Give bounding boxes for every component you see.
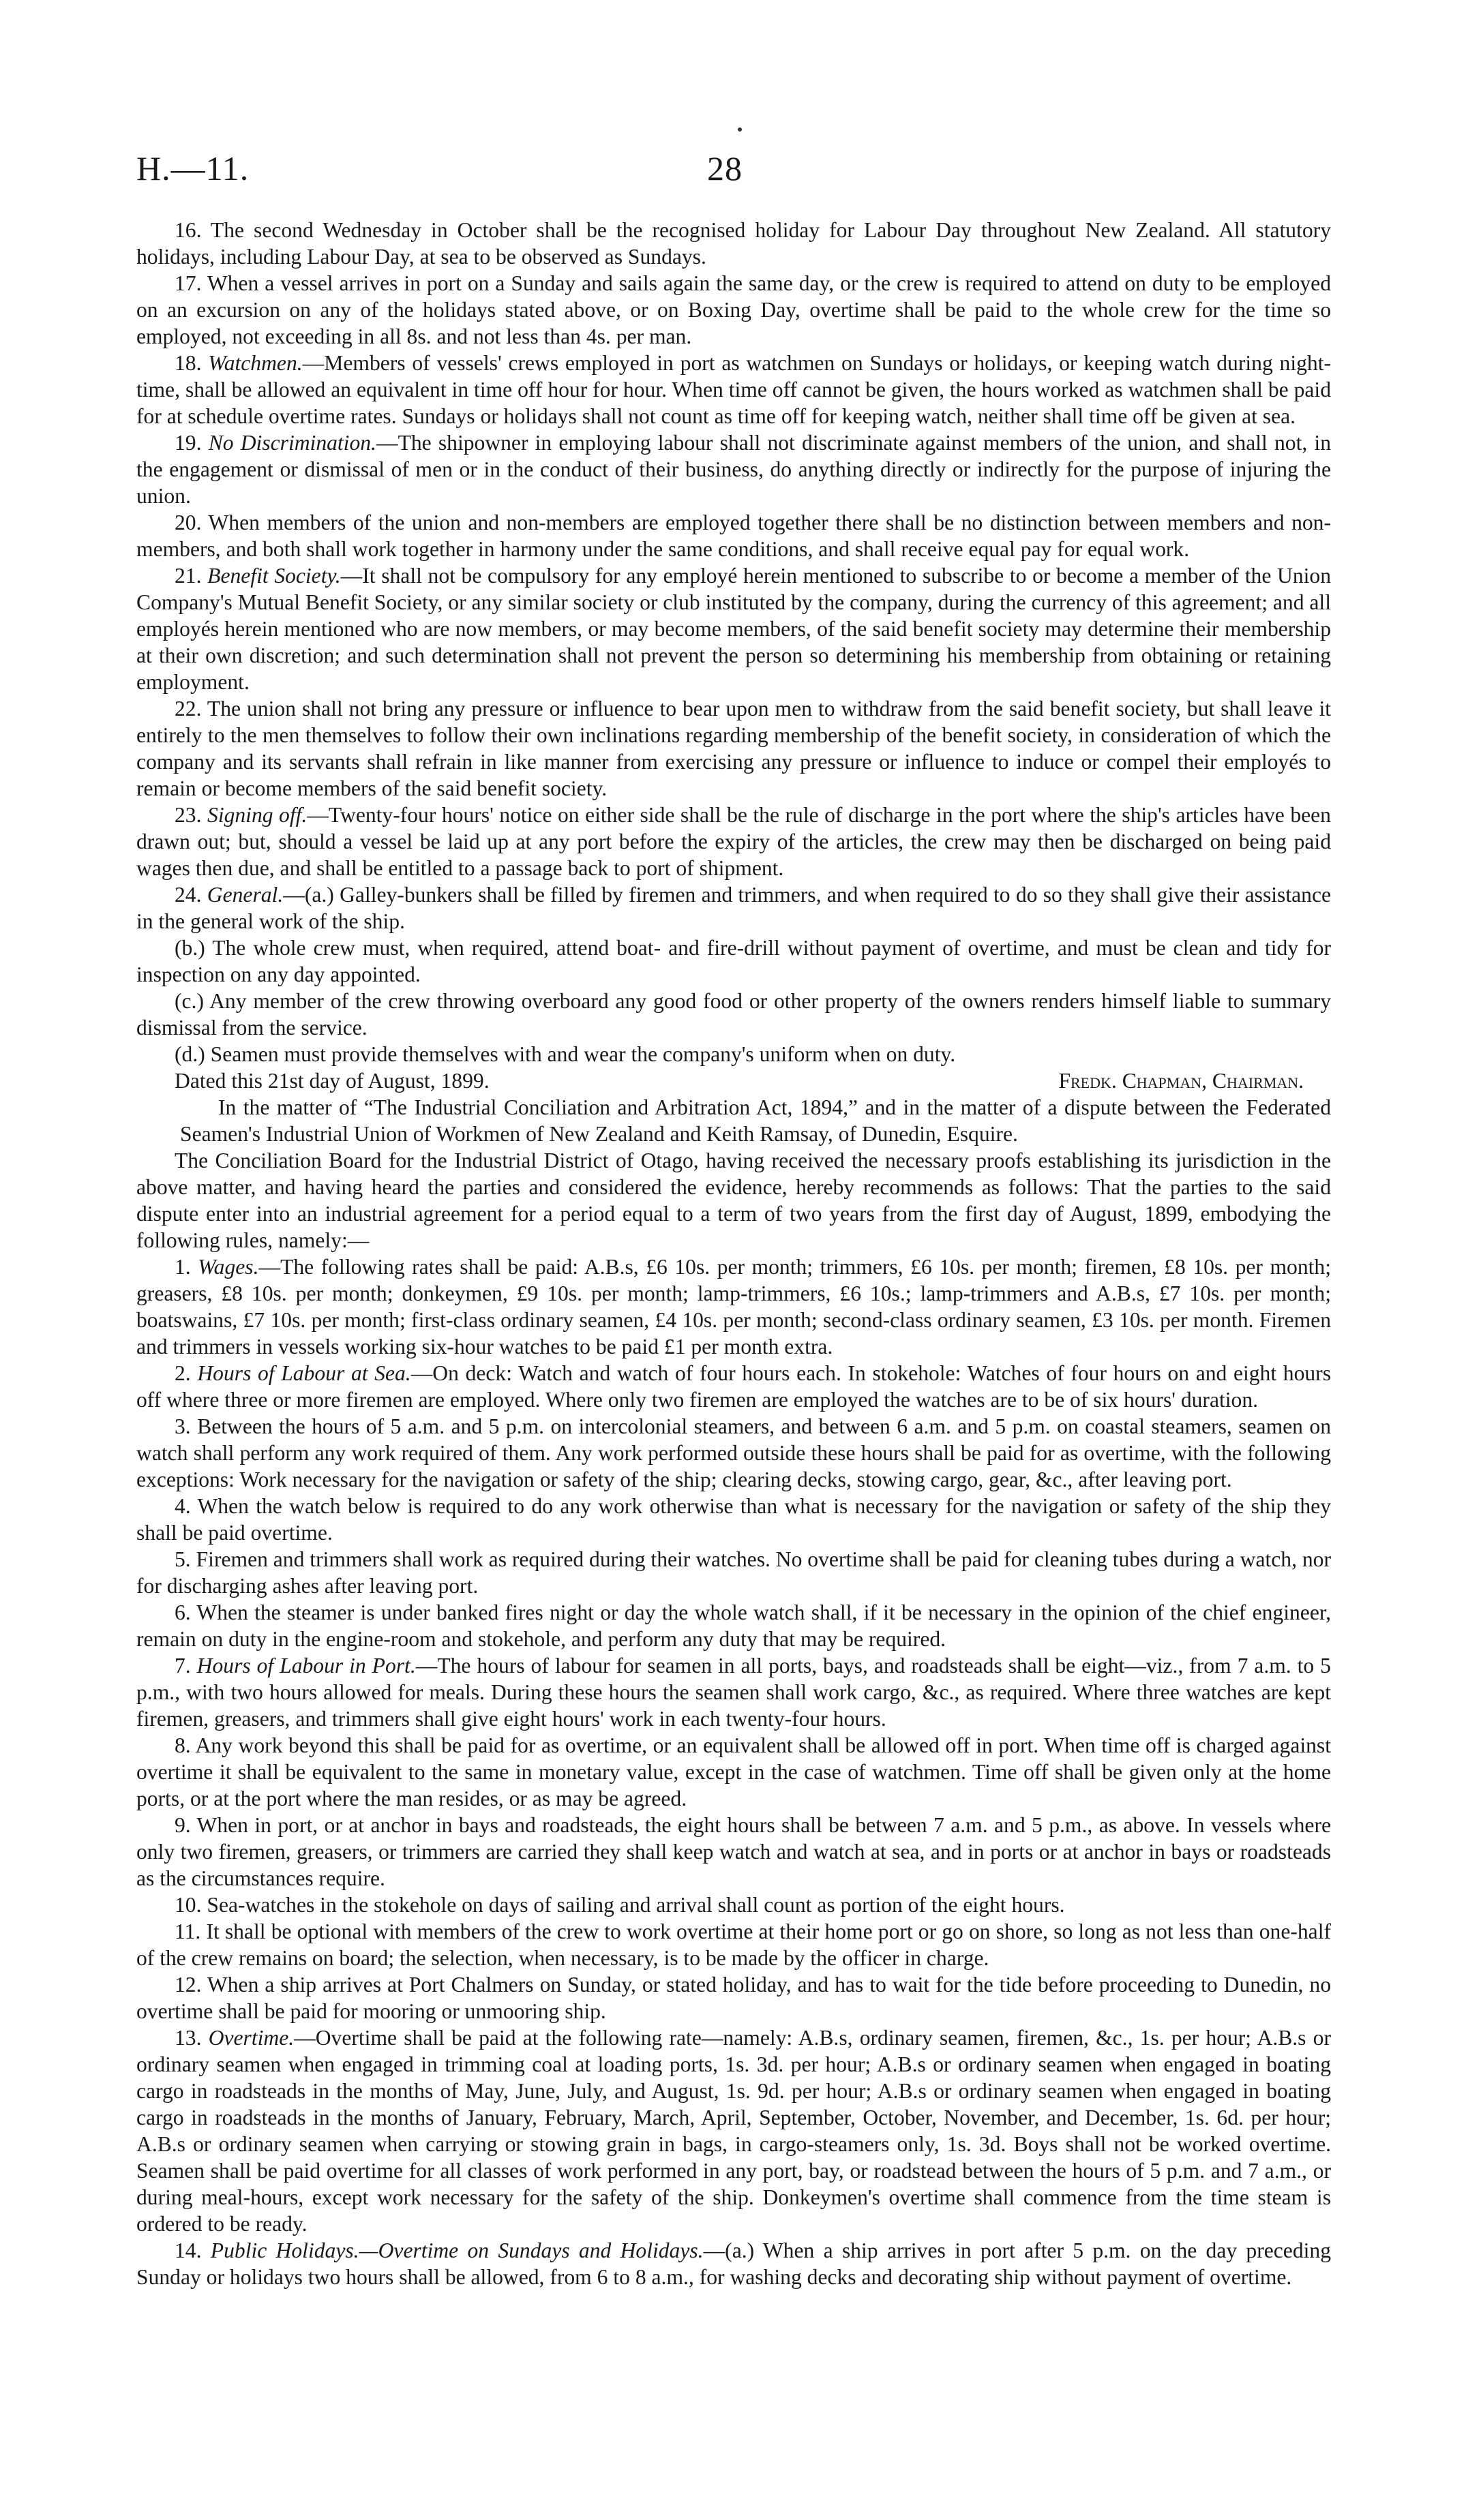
clause-q11 (136, 1918, 1331, 1971)
clause-text: (c.) Any member of the crew throwing overboard any good food or other property of the owners renders himself liable to summary dismissal from the service. (136, 989, 1331, 1039)
clause-text: 12. When a ship arrives at Port Chalmers on Sunday, or stated holiday, and has to wait for the tide before proceeding to Dunedin, no overtime shall be paid for mooring or unmooring ship. (136, 1973, 1331, 2023)
dated-line: Dated this 21st day of August, 1899. (175, 1069, 490, 1093)
clause-number: 24. (175, 883, 202, 907)
clause-q13 (136, 2024, 1331, 2237)
clause-text: 6. When the steamer is under banked fires night or day the whole watch shall, if it be necessary in the opinion of the chief engineer, remain on duty in the engine-room and stokehole, and perform any duty that may be required. (136, 1600, 1331, 1651)
clause-text: 22. The union shall not bring any pressure or influence to bear upon men to withdraw from the said benefit society, but shall leave it entirely to the men themselves to follow their own inclinations regarding membership of the benefit society, in consideration of which the company and its servants shall refrain in like manner from exercising any pressure or influence to induce or compel their employés to remain or become members of the said benefit society. (136, 697, 1331, 800)
clause-p19 (136, 429, 1331, 509)
clause-p24d (136, 1041, 1331, 1067)
clause-q9 (136, 1812, 1331, 1892)
clause-number: 7. (175, 1654, 191, 1678)
clause-p24 (136, 881, 1331, 935)
document-body (136, 217, 1331, 2290)
clause-text: (b.) The whole crew must, when required, attend boat- and fire-drill without payment of overtime, and must be clean and tidy for inspection on any day appointed. (136, 936, 1331, 986)
clause-p24b (136, 935, 1331, 988)
clause-text: —(a.) Galley-bunkers shall be filled by firemen and trimmers, and when required to do so they shall give their assistance in the general work of the ship. (136, 883, 1331, 933)
clause-q14 (136, 2237, 1331, 2290)
clause-p22 (136, 695, 1331, 802)
clause-text: 4. When the watch below is required to do any work otherwise than what is necessary for the navigation or safety of the ship they shall be paid overtime. (136, 1494, 1331, 1545)
clause-number: 21. (175, 564, 202, 588)
clause-text: —The hours of labour for seamen in all ports, bays, and roadsteads shall be eight—viz., from 7 a.m. to 5 p.m., with two hours allowed for meals. During these hours the seamen shall work cargo, &c., as required. Where three watches are kept firemen, greasers, and trimmers shall give eight hours' work in each twenty-four hours. (136, 1654, 1331, 1731)
print-speck (738, 127, 742, 132)
clause-text: —Overtime shall be paid at the following rate—namely: A.B.s, ordinary seamen, firemen, &c., 1s. per hour; A.B.s or ordinary seamen when engaged in trimming coal at loading ports, 1s. 3d. per hour; A.B.s or ordinary seamen when engaged in boating cargo in roadsteads in the months of May, June, July, and August, 1s. 9d. per hour; A.B.s or ordinary seamen when engaged in boating cargo in roadsteads in the months of January, February, March, April, September, October, November, and December, 1s. 6d. per hour; A.B.s or ordinary seamen when carrying or stowing grain in bags, in cargo-steamers only, 1s. 3d. Boys shall not be worked overtime. Seamen shall be paid overtime for all classes of work performed in any port, bay, or roadstead between the hours of 5 p.m. and 7 a.m., or during meal-hours, except work necessary for the safety of the ship. Donkeymen's overtime shall commence from the time steam is ordered to be ready. (136, 2026, 1331, 2236)
clause-text: 11. It shall be optional with members of the crew to work overtime at their home port or go on shore, so long as not less than one-half of the crew remains on board; the selection, when necessary, is to be made by the officer in charge. (136, 1919, 1331, 1970)
clause-text: (d.) Seamen must provide themselves with and wear the company's uniform when on duty. (175, 1042, 956, 1066)
clause-text: —On deck: Watch and watch of four hours each. In stokehole: Watches of four hours on and eight hours off where three or more firemen are employed. Where only two firemen are employed the watches are to be of six hours' duration. (136, 1361, 1331, 1412)
clause-q4 (136, 1493, 1331, 1546)
clause-text: 3. Between the hours of 5 a.m. and 5 p.m. on intercolonial steamers, and between 6 a.m. and 5 p.m. on coastal steamers, seamen on watch shall perform any work required of them. Any work performed outside these hours shall be paid for as overtime, with the following exceptions: Work necessary for the navigation or safety of the ship; clearing decks, stowing cargo, gear, &c., after leaving port. (136, 1414, 1331, 1491)
clause-number: 14. (175, 2238, 202, 2262)
clause-text: —The following rates shall be paid: A.B.s, £6 10s. per month; trimmers, £6 10s. per month; firemen, £8 10s. per month; greasers, £8 10s. per month; donkeymen, £9 10s. per month; lamp-trimmers, £6 10s.; lamp-trimmers and A.B.s, £7 10s. per month; boatswains, £7 10s. per month; first-class ordinary seamen, £4 10s. per month; second-class ordinary seamen, £3 10s. per month. Firemen and trimmers in vessels working six-hour watches to be paid £1 per month extra. (136, 1255, 1331, 1358)
clause-p24c (136, 988, 1331, 1041)
matter-heading: In the matter of “The Industrial Conciliation and Arbitration Act, 1894,” and in the matter of a dispute between the Federated Seamen's Industrial Union of Workmen of New Zealand and Keith Ramsay, of Dunedin, Esquire. (180, 1095, 1331, 1146)
clause-q3 (136, 1413, 1331, 1493)
clause-heading: Benefit Society. (207, 564, 341, 588)
clause-p20 (136, 509, 1331, 562)
clause-p18 (136, 350, 1331, 429)
clause-text: 10. Sea-watches in the stokehole on days of sailing and arrival shall count as portion of the eight hours. (175, 1893, 1065, 1917)
clause-text: —It shall not be compulsory for any employé herein mentioned to subscribe to or become a member of the Union Company's Mutual Benefit Society, or any similar society or club instituted by the company, during the currency of this agreement; and all employés herein mentioned who are now members, or may become members, of the said benefit society may determine their membership at their own discretion; and such determination shall not prevent the person so determining his membership from obtaining or retaining employment. (136, 564, 1331, 694)
clause-p23 (136, 802, 1331, 881)
clause-number: 23. (175, 803, 202, 827)
clause-q1 (136, 1254, 1331, 1360)
clause-heading: Wages. (198, 1255, 259, 1279)
clause-number: 19. (175, 431, 202, 455)
clause-number: 2. (175, 1361, 191, 1385)
clause-number: 1. (175, 1255, 191, 1279)
clause-text: —(a.) When a ship arrives in port after 5 p.m. on the day preceding Sunday or holidays two hours shall be allowed, from 6 to 8 a.m., for washing decks and decorating ship without payment of overtime. (136, 2238, 1331, 2289)
clause-text: 16. The second Wednesday in October shall be the recognised holiday for Labour Day throughout New Zealand. All statutory holidays, including Labour Day, at sea to be observed as Sundays. (136, 218, 1331, 269)
clause-q10 (136, 1892, 1331, 1918)
clause-text: 9. When in port, or at anchor in bays and roadsteads, the eight hours shall be between 7 a.m. and 5 p.m., as above. In vessels where only two firemen, greasers, or trimmers are carried they shall keep watch and watch at sea, and in ports or at anchor in bays or roadsteads as the circumstances require. (136, 1813, 1331, 1890)
signoff-line (136, 1067, 1331, 1094)
clause-heading: Hours of Labour at Sea. (197, 1361, 411, 1385)
clause-heading: General. (207, 883, 284, 907)
clause-heading: No Discrimination. (208, 431, 376, 455)
clause-q5 (136, 1546, 1331, 1599)
clause-heading: Signing off. (207, 803, 308, 827)
preamble: The Conciliation Board for the Industrial District of Otago, having received the necessary proofs establishing its jurisdiction in the above matter, and having heard the parties and considered the evidence, hereby recommends as follows: That the parties to the said dispute enter into an industrial agreement for a period equal to a term of two years from the first day of August, 1899, embodying the following rules, namely:— (136, 1149, 1331, 1252)
clause-p21 (136, 562, 1331, 695)
clause-heading: Overtime. (208, 2026, 295, 2050)
clause-text: 17. When a vessel arrives in port on a Sunday and sails again the same day, or the crew is required to attend on duty to be employed on an excursion on any of the holidays stated above, or on Boxing Day, overtime shall be paid to the whole crew for the time so employed, not exceeding in all 8s. and not less than 4s. per man. (136, 271, 1331, 348)
clause-text: —The shipowner in employing labour shall not discriminate against members of the union, and shall not, in the engagement or dismissal of men or in the conduct of their business, do anything directly or indirectly for the purpose of injuring the union. (136, 431, 1331, 508)
clause-q6 (136, 1599, 1331, 1652)
clause-heading: Hours of Labour in Port. (196, 1654, 416, 1678)
clause-text: 5. Firemen and trimmers shall work as required during their watches. No overtime shall be paid for cleaning tubes during a watch, nor for discharging ashes after leaving port. (136, 1547, 1331, 1598)
clause-q12 (136, 1971, 1331, 2024)
clause-text: —Twenty-four hours' notice on either side shall be the rule of discharge in the port where the ship's articles have been drawn out; but, should a vessel be laid up at any port before the expiry of the articles, the crew may then be discharged on being paid wages then due, and shall be entitled to a passage back to port of shipment. (136, 803, 1331, 880)
document-reference: H.—11. (136, 149, 250, 187)
second-agreement-clauses (136, 1254, 1331, 2290)
signature: Fredk. Chapman, Chairman. (1058, 1069, 1304, 1093)
first-agreement-clauses (136, 217, 1331, 1067)
clause-text: 20. When members of the union and non-members are employed together there shall be no distinction between members and non-members, and both shall work together in harmony under the same conditions, and shall receive equal pay for equal work. (136, 511, 1331, 561)
clause-number: 18. (175, 351, 202, 375)
clause-heading: Public Holidays.—Overtime on Sundays and Holidays. (210, 2238, 704, 2262)
clause-number: 13. (175, 2026, 202, 2050)
clause-text: 8. Any work beyond this shall be paid for as overtime, or an equivalent shall be allowed off in port. When time off is charged against overtime it shall be equivalent to the same in monetary value, except in the case of watchmen. Time off shall be given only at the home ports, or at the port where the man resides, or as may be agreed. (136, 1733, 1331, 1810)
clause-q2 (136, 1360, 1331, 1413)
page-number: 28 (707, 149, 743, 187)
clause-p17 (136, 270, 1331, 350)
clause-q8 (136, 1732, 1331, 1812)
clause-p16 (136, 217, 1331, 270)
clause-q7 (136, 1652, 1331, 1732)
clause-heading: Watchmen. (208, 351, 303, 375)
clause-text: —Members of vessels' crews employed in port as watchmen on Sundays or holidays, or keeping watch during night-time, shall be allowed an equivalent in time off hour for hour. When time off cannot be given, the hours worked as watchmen shall be paid for at schedule overtime rates. Sundays or holidays shall not count as time off for keeping watch, neither shall time off be given at sea. (136, 351, 1331, 428)
